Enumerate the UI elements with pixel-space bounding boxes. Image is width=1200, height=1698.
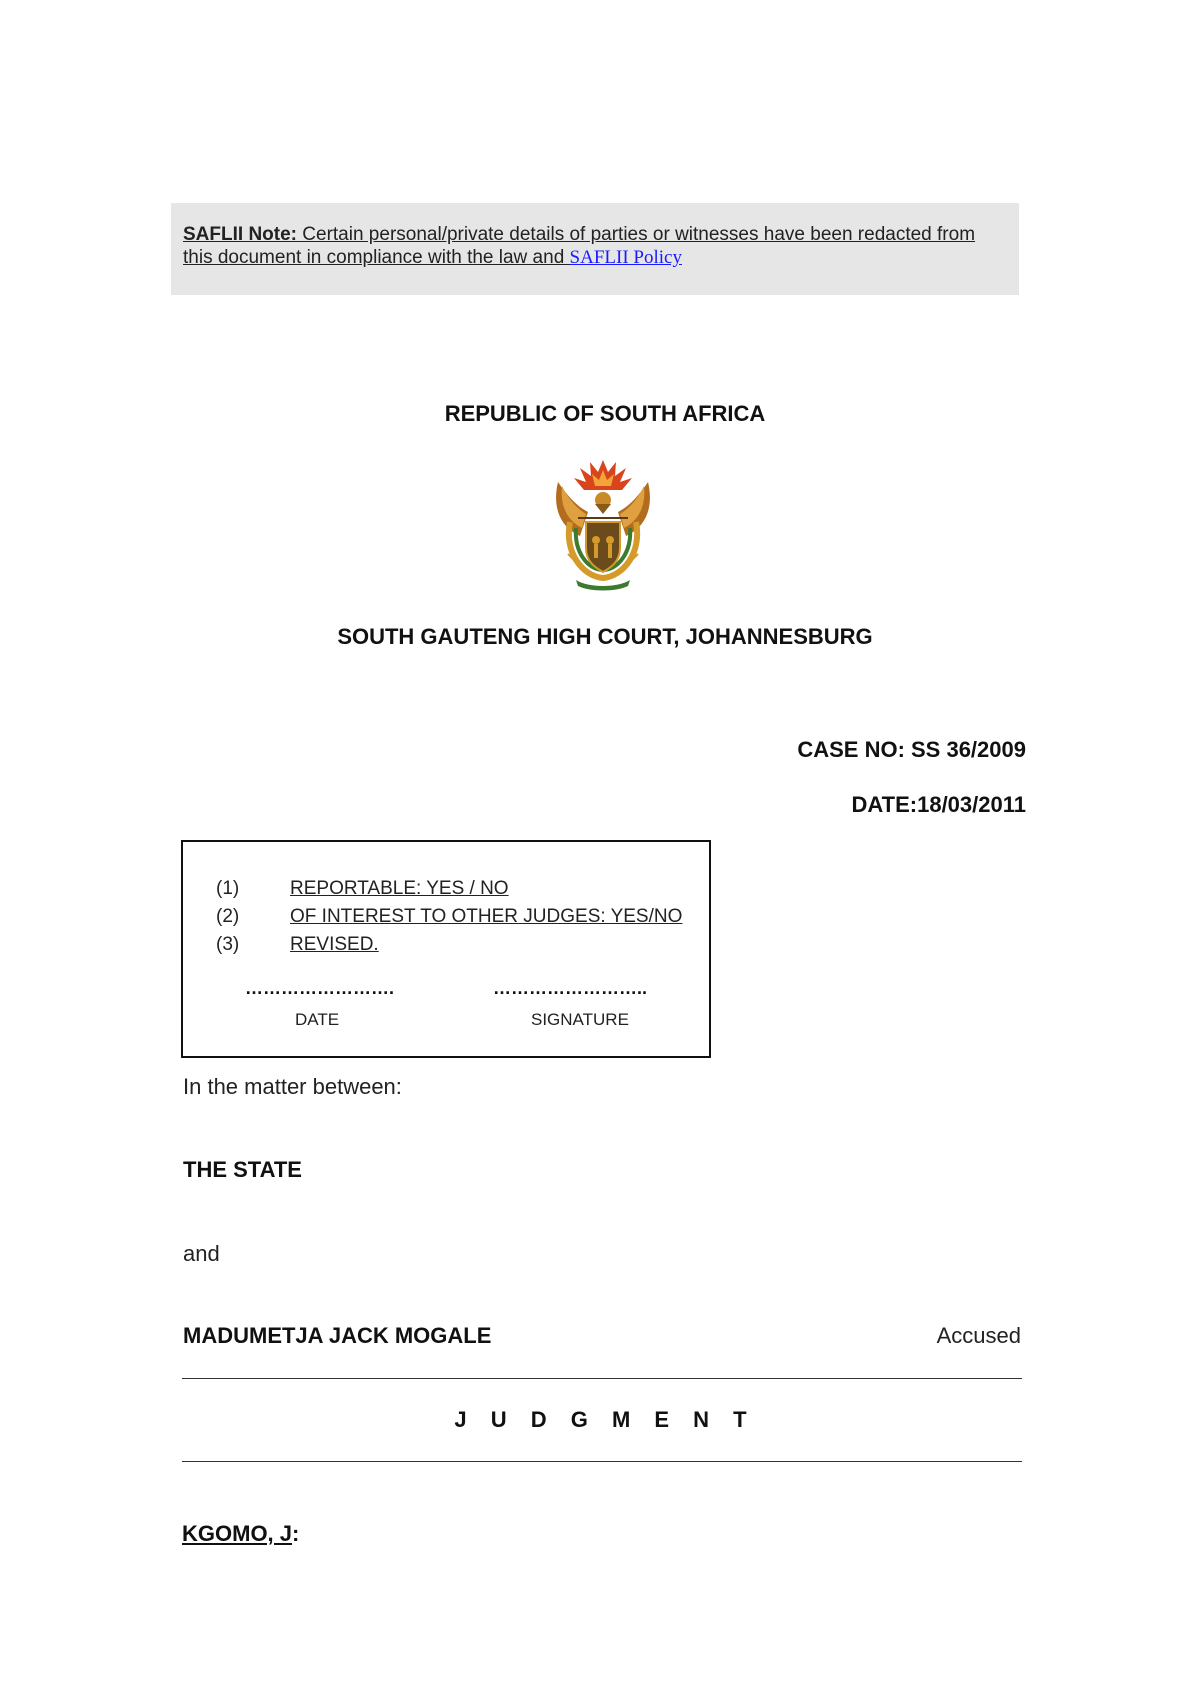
judgment-title: J U D G M E N T [454, 1407, 756, 1432]
judge-name-text: KGOMO, J [182, 1521, 293, 1546]
case-number: CASE NO: SS 36/2009 [797, 737, 1026, 762]
accused-role: Accused [936, 1323, 1021, 1348]
conjunction: and [183, 1241, 220, 1266]
saflii-policy-link[interactable]: SAFLII Policy [569, 247, 682, 268]
report-item-number: (1) [216, 878, 240, 899]
report-item-label: OF INTEREST TO OTHER JUDGES: YES/NO [290, 906, 683, 927]
date-label: DATE [295, 1010, 340, 1029]
case-date: DATE:18/03/2011 [851, 792, 1026, 817]
saflii-note-body: Certain personal/private details of parties or witnesses have been redacted from this document in compliance with the law and [183, 224, 976, 268]
country-heading: REPUBLIC OF SOUTH AFRICA [444, 401, 766, 426]
report-item-label: REVISED. [290, 934, 379, 955]
report-item-number: (3) [216, 934, 240, 955]
judge-suffix: : [292, 1521, 300, 1546]
reportable-box [181, 840, 711, 1058]
signature-dots: …………………….. [493, 978, 648, 998]
south-africa-coat-of-arms-icon [548, 452, 658, 592]
divider-bottom [182, 1461, 1022, 1462]
matter-intro: In the matter between: [183, 1074, 402, 1099]
accused-name: MADUMETJA JACK MOGALE [183, 1323, 492, 1348]
judge-name [182, 1521, 299, 1547]
plaintiff-name: THE STATE [183, 1157, 302, 1182]
date-dots: ……………………. [245, 978, 395, 998]
signature-label: SIGNATURE [531, 1010, 629, 1029]
saflii-note-box [171, 203, 1019, 295]
saflii-note-label: SAFLII Note: [183, 224, 297, 245]
court-heading: SOUTH GAUTENG HIGH COURT, JOHANNESBURG [337, 624, 873, 649]
saflii-note-text [183, 223, 1009, 269]
report-item-number: (2) [216, 906, 240, 927]
report-item-label: REPORTABLE: YES / NO [290, 878, 509, 899]
divider-top [182, 1378, 1022, 1379]
